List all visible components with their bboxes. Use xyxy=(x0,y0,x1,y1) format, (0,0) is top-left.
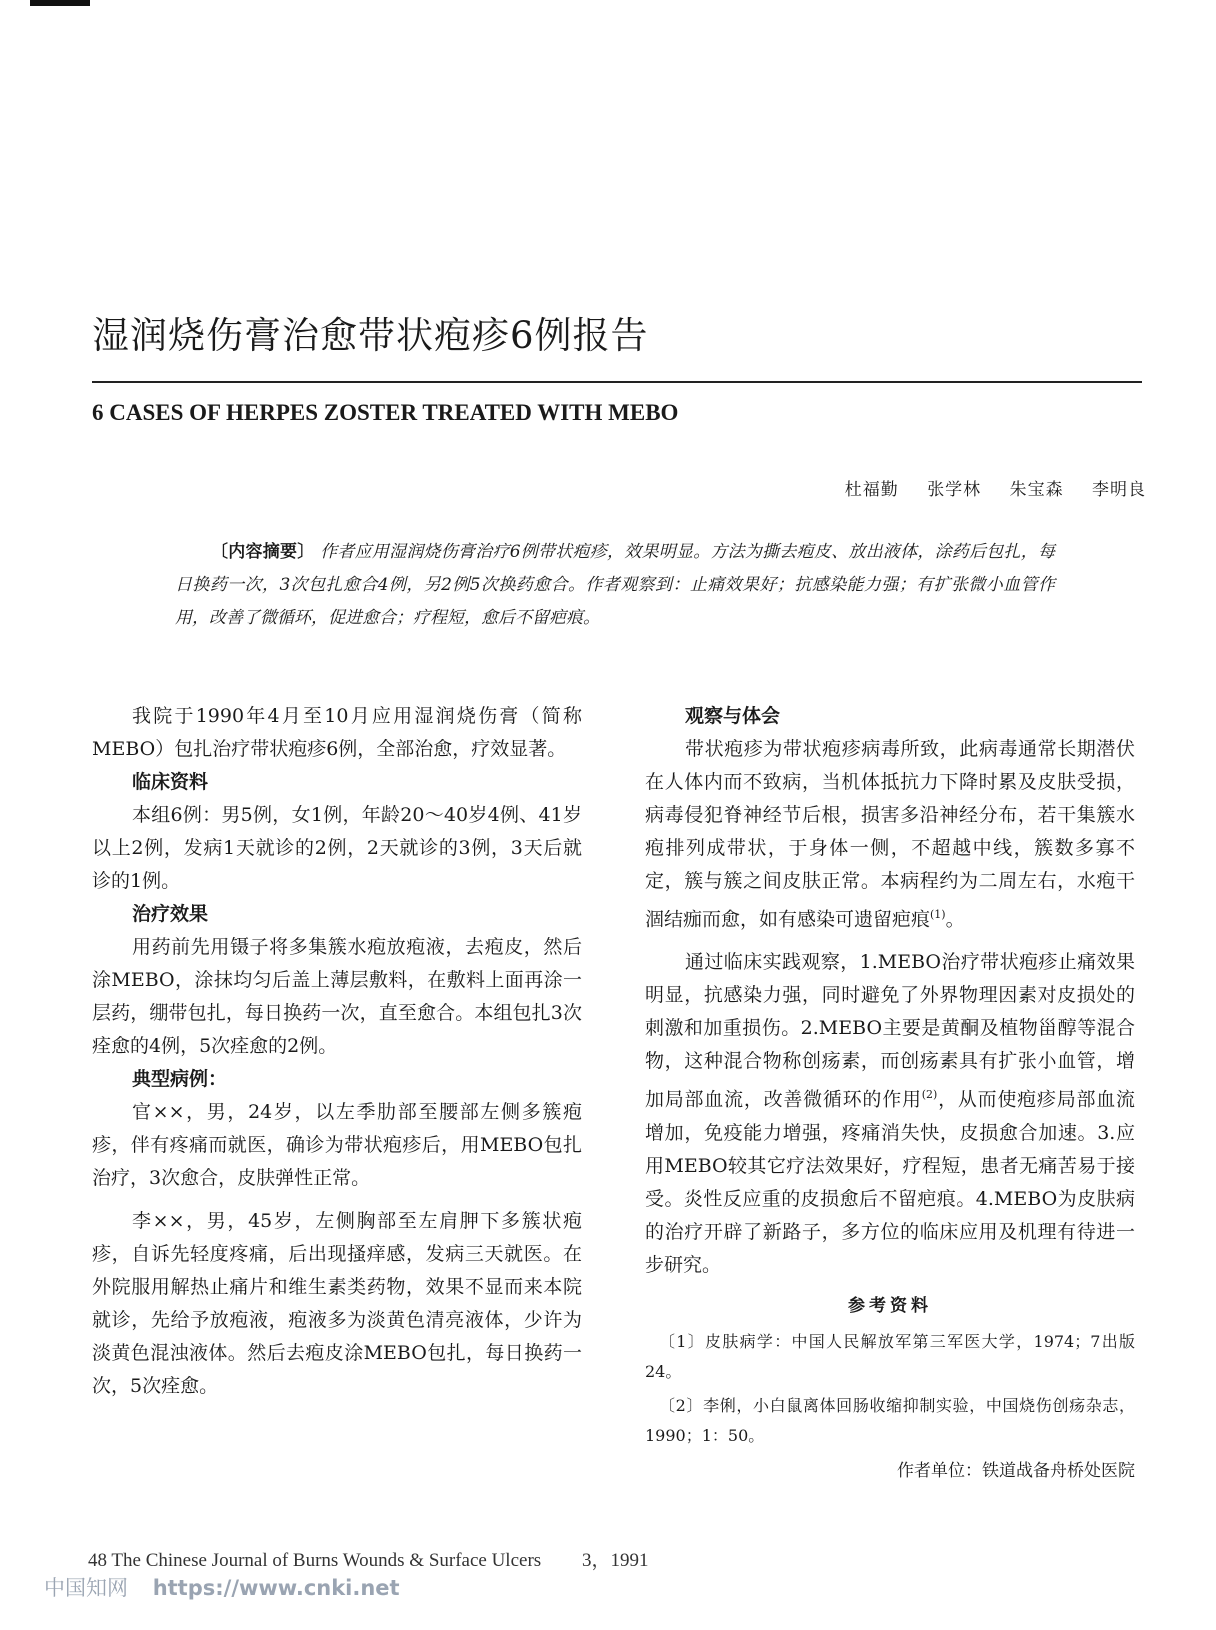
clinical-heading: 临床资料 xyxy=(132,771,209,793)
observation-paragraph xyxy=(645,946,1135,1281)
references-heading: 参考资料 xyxy=(848,1295,932,1316)
journal-name: The Chinese Journal of Burns Wounds & Surface Ulcers xyxy=(111,1550,542,1571)
case-paragraph: 官××，男，24岁，以左季肋部至腰部左侧多簇疱疹，伴有疼痛而就医，确诊为带状疱疹后，用MEBO包扎治疗，3次愈合，皮肤弹性正常。 xyxy=(92,1101,582,1189)
observation-text: 带状疱疹为带状疱疹病毒所致，此病毒通常长期潜伏在人体内而不致病，当机体抵抗力下降时累及皮肤受损，病毒侵犯脊神经节后根，损害多沿神经分布，若干集簇水疱排列成带状，于身体一侧，不超越中线，簇数多寡不定，簇与簇之间皮肤正常。本病程约为二周左右，水疱干涸结痂而愈，如有感染可遗留疤痕 xyxy=(645,738,1135,931)
author-name: 杜福勤 xyxy=(844,480,899,500)
page-footer xyxy=(88,1545,648,1572)
case-paragraph: 李××，男，45岁，左侧胸部至左肩胛下多簇状疱疹，自诉先轻度疼痛，后出现搔痒感，发病三天就医。在外院服用解热止痛片和维生素类药物，效果不显而来本院就诊，先给予放疱液，疱液多为淡黄色清亮液体，少许为淡黄色混浊液体。然后去疱皮涂MEBO包扎，每日换药一次，5次痊愈。 xyxy=(92,1210,582,1397)
reference-item: 〔1〕皮肤病学：中国人民解放军第三军医大学，1974；7出版24。 xyxy=(645,1331,1135,1381)
author-list xyxy=(823,475,1146,500)
observation-heading: 观察与体会 xyxy=(685,705,781,727)
cases-heading: 典型病例： xyxy=(132,1068,228,1090)
clinical-paragraph: 本组6例：男5例，女1例，年龄20～40岁4例、41岁以上2例，发病1天就诊的2例，2天就诊的3例，3天后就诊的1例。 xyxy=(92,804,582,892)
article-title-en: 6 CASES OF HERPES ZOSTER TREATED WITH MEBO xyxy=(92,400,679,425)
abstract xyxy=(175,536,1055,635)
page-number: 48 xyxy=(88,1550,107,1571)
author-name: 朱宝森 xyxy=(1009,480,1064,500)
journal-issue: 3，1991 xyxy=(581,1550,649,1571)
author-name: 李明良 xyxy=(1092,480,1146,500)
right-column xyxy=(645,700,1135,1488)
watermark-brand: 中国知网 xyxy=(44,1576,128,1600)
treatment-paragraph: 用药前先用镊子将多集簇水疱放疱液，去疱皮，然后涂MEBO，涂抹均匀后盖上薄层敷料，在敷料上面再涂一层药，绷带包扎，每日换药一次，直至愈合。本组包扎3次痊愈的4例，5次痊愈的2例。 xyxy=(92,936,582,1057)
scan-corner-mark xyxy=(30,0,90,6)
citation-ref: (1) xyxy=(930,908,946,921)
cnki-watermark xyxy=(44,1572,400,1602)
observation-paragraph xyxy=(645,733,1135,936)
observation-text: 通过临床实践观察，1.MEBO治疗带状疱疹止痛效果明显，抗感染力强，同时避免了外界物理因素对皮损处的刺激和加重损伤。2.MEBO主要是黄酮及植物甾醇等混合物，这种混合物称创疡素，而创疡素具有扩张小血管，增加局部血流，改善微循环的作用 xyxy=(645,951,1135,1111)
title-rule xyxy=(92,381,1142,383)
author-name: 张学林 xyxy=(927,480,982,500)
watermark-url: https://www.cnki.net xyxy=(152,1576,400,1600)
citation-ref: (2) xyxy=(921,1088,938,1102)
article-title: 湿润烧伤膏治愈带状疱疹6例报告 xyxy=(92,314,649,357)
treatment-heading: 治疗效果 xyxy=(132,903,209,925)
observation-text-end: ，从而使疱疹局部血流增加，免疫能力增强，疼痛消失快，皮损愈合加速。3.应用MEBO较其它疗法效果好，疗程短，患者无痛苦易于接受。炎性反应重的皮损愈后不留疤痕。4.MEBO为皮肤病的治疗开辟了新路子，多方位的临床应用及机理有待进一步研究。 xyxy=(645,1088,1135,1276)
abstract-label: 〔内容摘要〕 xyxy=(211,542,315,562)
reference-item: 〔2〕李俐，小白鼠离体回肠收缩抑制实验，中国烧伤创疡杂志，1990；1：50。 xyxy=(645,1395,1135,1445)
abstract-text: 作者应用湿润烧伤膏治疗6例带状疱疹，效果明显。方法为撕去疱皮、放出液体，涂药后包扎，每日换药一次，3次包扎愈合4例，另2例5次换药愈合。作者观察到：止痛效果好；抗感染能力强；有扩张微小血管作用，改善了微循环，促进愈合；疗程短，愈后不留疤痕。 xyxy=(175,542,1056,628)
intro-paragraph: 我院于1990年4月至10月应用湿润烧伤膏（简称MEBO）包扎治疗带状疱疹6例，全部治愈，疗效显著。 xyxy=(92,705,582,760)
left-column xyxy=(92,700,582,1403)
observation-text-end: 。 xyxy=(945,908,965,931)
author-affiliation: 作者单位：铁道战备舟桥处医院 xyxy=(897,1460,1135,1481)
